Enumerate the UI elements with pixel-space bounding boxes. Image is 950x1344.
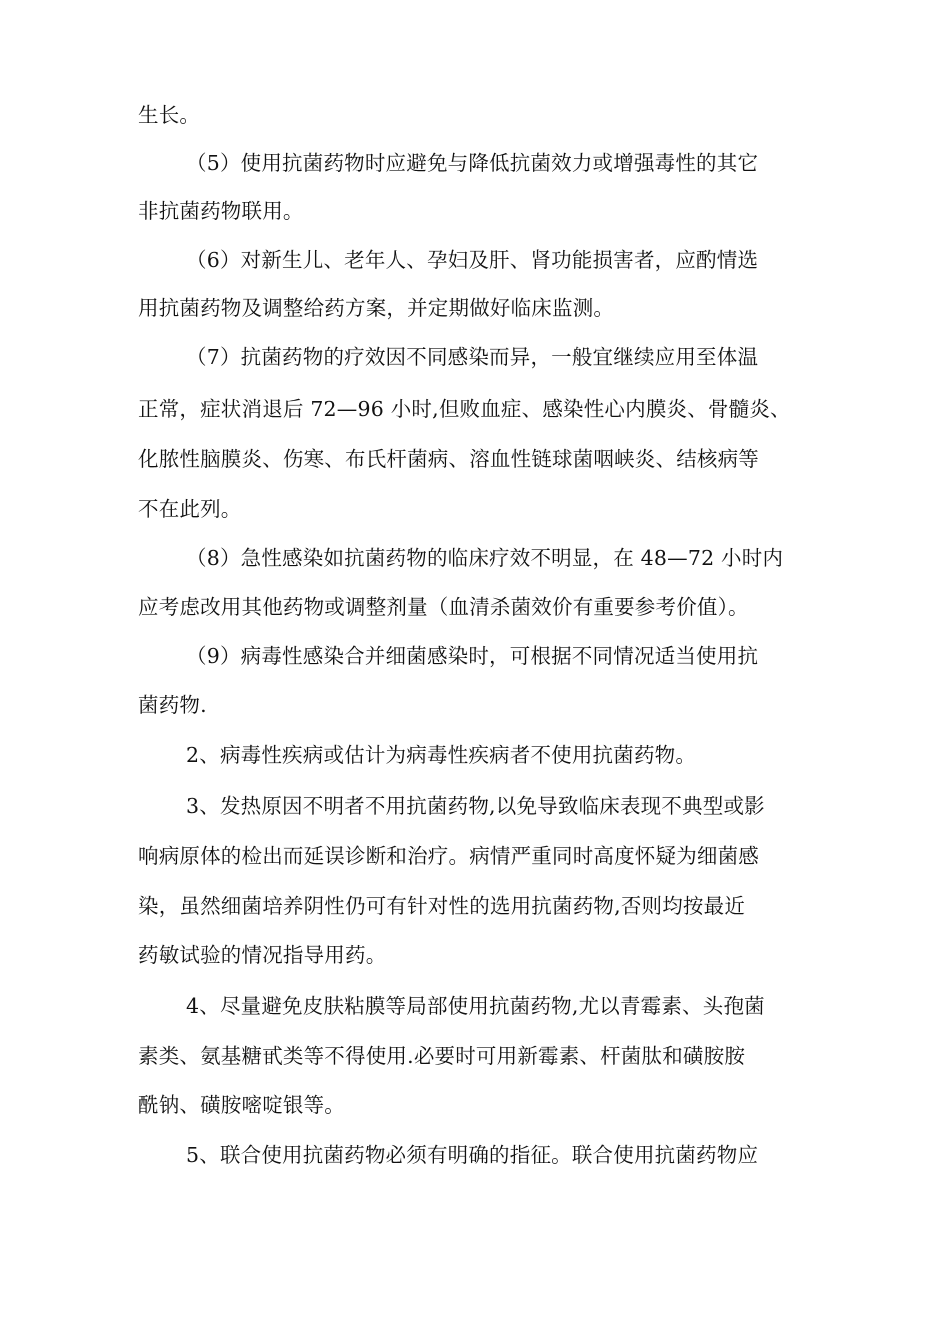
text-line: 菌药物. <box>138 693 207 717</box>
text-line: （5）使用抗菌药物时应避免与降低抗菌效力或增强毒性的其它 <box>186 151 759 175</box>
text-line: 2、病毒性疾病或估计为病毒性疾病者不使用抗菌药物。 <box>186 743 697 767</box>
text-line: 素类、氨基糖甙类等不得使用.必要时可用新霉素、杆菌肽和磺胺胺 <box>138 1044 746 1068</box>
text-line: （7）抗菌药物的疗效因不同感染而异，一般宜继续应用至体温 <box>186 345 759 369</box>
text-line: 5、联合使用抗菌药物必须有明确的指征。联合使用抗菌药物应 <box>186 1143 759 1167</box>
text-line: 3、发热原因不明者不用抗菌药物,以免导致临床表现不典型或影 <box>186 794 765 818</box>
text-line: 非抗菌药物联用。 <box>138 199 304 223</box>
text-line: 药敏试验的情况指导用药。 <box>138 943 387 967</box>
text-line: 染，虽然细菌培养阴性仍可有针对性的选用抗菌药物,否则均按最近 <box>138 894 746 918</box>
text-line: （8）急性感染如抗菌药物的临床疗效不明显，在 48—72 小时内 <box>186 546 784 570</box>
text-line: （9）病毒性感染合并细菌感染时，可根据不同情况适当使用抗 <box>186 644 759 668</box>
text-line: 应考虑改用其他药物或调整剂量（血清杀菌效价有重要参考价值）。 <box>138 595 749 619</box>
text-line: 化脓性脑膜炎、伤寒、布氏杆菌病、溶血性链球菌咽峡炎、结核病等 <box>138 447 759 471</box>
text-line: 生长。 <box>138 103 201 127</box>
text-line: 响病原体的检出而延误诊断和治疗。病情严重同时高度怀疑为细菌感 <box>138 844 759 868</box>
text-line: 不在此列。 <box>138 497 242 521</box>
text-line: （6）对新生儿、老年人、孕妇及肝、肾功能损害者，应酌情选 <box>186 248 759 272</box>
text-line: 正常，症状消退后 72—96 小时,但败血症、感染性心内膜炎、骨髓炎、 <box>138 397 791 421</box>
text-line: 4、尽量避免皮肤粘膜等局部使用抗菌药物,尤以青霉素、头孢菌 <box>186 994 765 1018</box>
text-line: 酰钠、磺胺嘧啶银等。 <box>138 1093 345 1117</box>
text-line: 用抗菌药物及调整给药方案，并定期做好临床监测。 <box>138 296 615 320</box>
